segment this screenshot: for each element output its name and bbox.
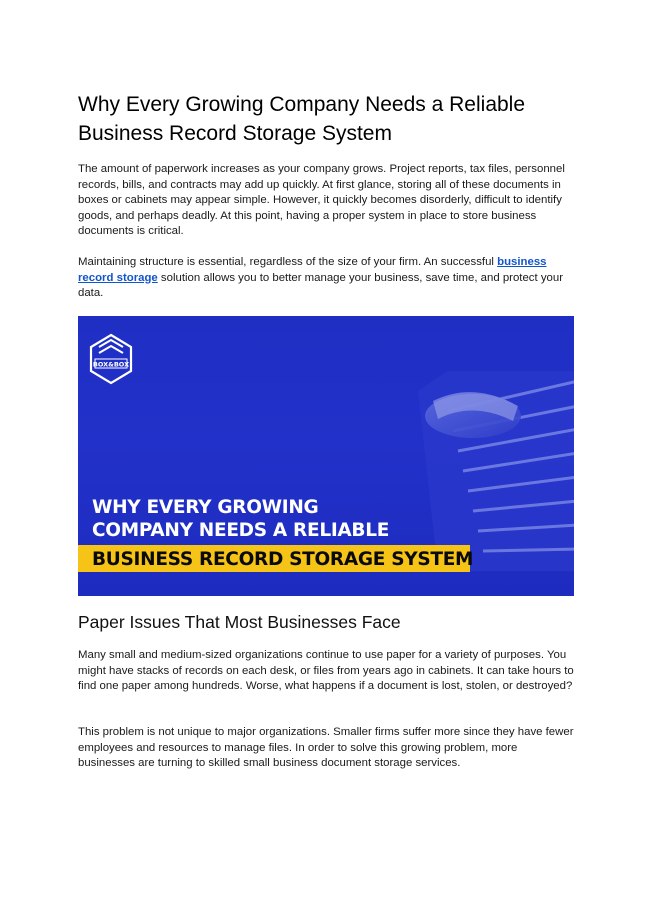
- structure-paragraph-text-2: solution allows you to better manage your business, save time, and protect your data.: [78, 271, 563, 300]
- article-banner-image: [78, 316, 574, 596]
- banner-headline-line-1: WHY EVERY GROWING: [92, 497, 319, 518]
- banner-headline-line-2: COMPANY NEEDS A RELIABLE: [92, 520, 390, 541]
- small-firms-paragraph: This problem is not unique to major organizations. Smaller firms suffer more since they have fewer employees and resources to manage files. In order to solve this growing problem, more businesses are turning to skilled small business document storage services.: [78, 726, 574, 770]
- structure-paragraph: [78, 255, 574, 302]
- article-title: Why Every Growing Company Needs a Reliable Business Record Storage System: [78, 93, 526, 145]
- banner-headline-line-3: BUSINESS RECORD STORAGE SYSTEM: [92, 549, 474, 570]
- paper-issues-paragraph: Many small and medium-sized organizations continue to use paper for a variety of purposes. You might have stacks of records on each desk, or files from years ago in cabinets. It can take hours to find one paper among hundreds. Worse, what happens if a document is lost, stolen, or destroyed?: [78, 649, 574, 693]
- logo-text: BOX&BOX: [92, 360, 130, 369]
- structure-paragraph-text-1: Maintaining structure is essential, regardless of the size of your firm. An successful: [78, 256, 498, 268]
- business-record-storage-link[interactable]: business record storage: [78, 256, 547, 284]
- section-heading: Paper Issues That Most Businesses Face: [78, 612, 401, 632]
- box-and-box-logo: [89, 333, 133, 385]
- filing-cabinet-graphic: [378, 371, 574, 571]
- intro-paragraph: The amount of paperwork increases as your company grows. Project reports, tax files, personnel records, bills, and contracts may add up quickly. At first glance, storing all of these documents in boxes or cabinets may appear simple. However, it quickly becomes disorderly, difficult to identify goods, and perhaps deadly. At this point, having a proper system in place to store business documents is critical.: [78, 163, 565, 238]
